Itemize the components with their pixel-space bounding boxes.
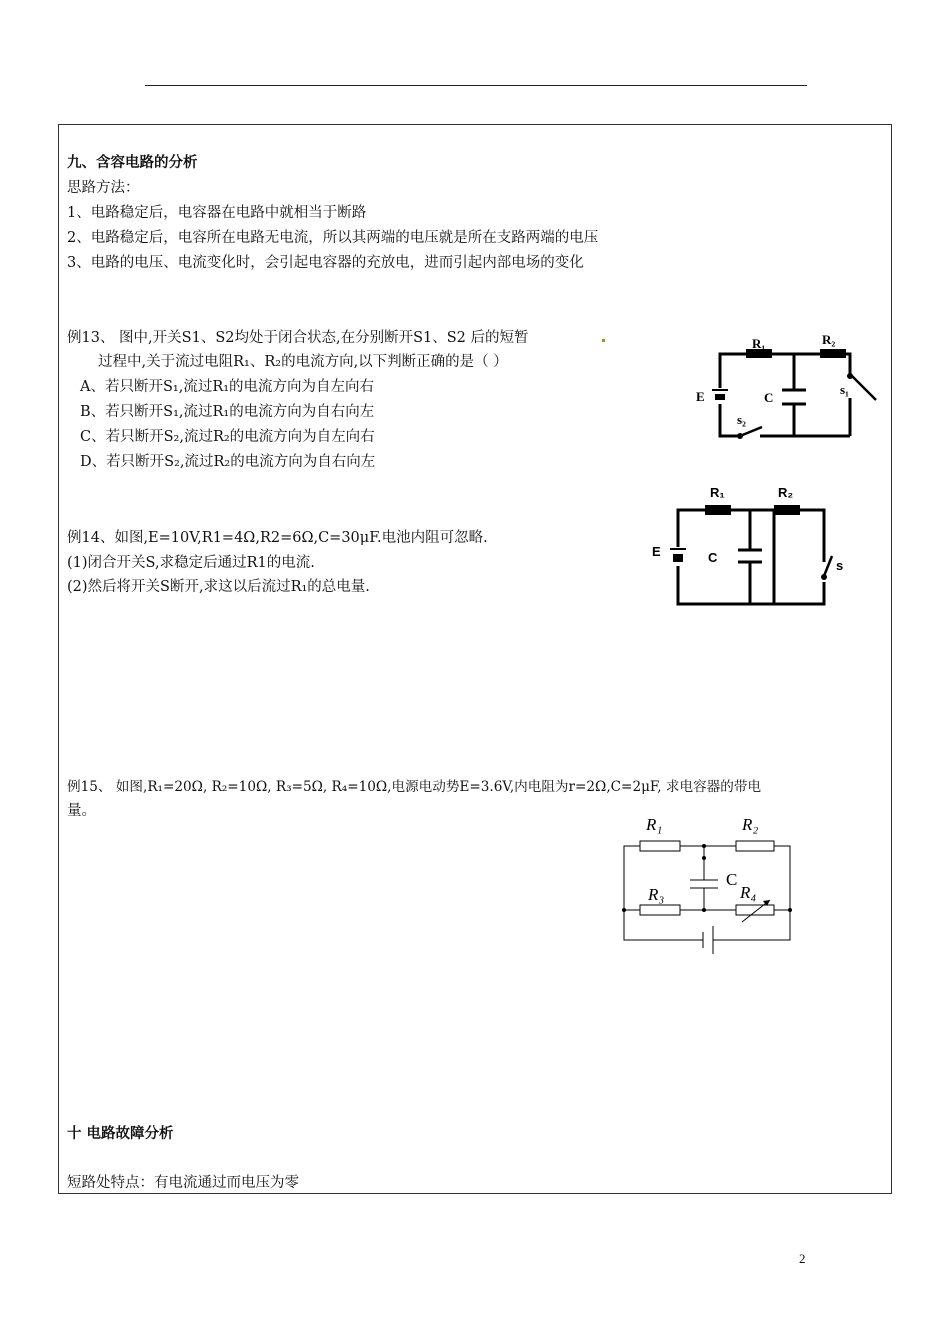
mark-dot bbox=[602, 339, 605, 342]
ex14-c-label: C bbox=[708, 550, 718, 565]
ex15-c-label: C bbox=[726, 870, 738, 889]
ex15-circuit-diagram bbox=[618, 810, 798, 960]
ex13-line1: 例13、 图中,开关S1、S2均处于闭合状态,在分别断开S1、S2 后的短暂 bbox=[67, 330, 529, 346]
ex15-r1-resistor bbox=[640, 841, 680, 851]
ex13-switch-s1 bbox=[850, 374, 876, 400]
ex14-r1-resistor bbox=[705, 505, 731, 515]
ex15-line1: 例15、 如图,R₁=20Ω, R₂=10Ω, R₃=5Ω, R₄=10Ω,电源电动势E=3.6V,内电阻为r=2Ω,C=2μF, 求电容器的带电 bbox=[67, 779, 762, 795]
ex13-line2: 过程中,关于流过电阻R₁、R₂的电流方向,以下判断正确的是（ ） bbox=[98, 354, 508, 370]
ex15-line2: 量。 bbox=[67, 803, 96, 819]
method-label: 思路方法： bbox=[67, 180, 140, 196]
section9-title: 九、含容电路的分析 bbox=[67, 155, 198, 171]
ex13-s1-label: s₁ bbox=[840, 382, 849, 397]
ex15-r4-resistor bbox=[736, 905, 774, 915]
ex13-r2-label: R₂ bbox=[822, 332, 836, 347]
method-point-1: 1、电路稳定后，电容器在电路中就相当于断路 bbox=[67, 205, 367, 221]
section10-line1: 短路处特点：有电流通过而电压为零 bbox=[67, 1175, 299, 1191]
ex13-circuit-diagram bbox=[690, 326, 880, 446]
ex13-switch-s2 bbox=[740, 427, 762, 436]
ex14-r1-label: R₁ bbox=[710, 485, 725, 500]
ex14-s-label: s bbox=[836, 558, 844, 573]
ex13-e-label: E bbox=[696, 389, 705, 404]
ex14-line3: (2)然后将开关S断开,求这以后流过R₁的总电量. bbox=[67, 579, 370, 595]
ex14-circuit-diagram bbox=[650, 482, 850, 612]
ex14-r2-label: R₂ bbox=[778, 485, 794, 500]
section10-title: 十 电路故障分析 bbox=[67, 1126, 174, 1142]
ex13-c-label: C bbox=[764, 390, 774, 405]
ex13-option-c: C、若只断开S₂,流过R₂的电流方向为自左向右 bbox=[80, 429, 375, 445]
ex15-r1-label: R₁ bbox=[646, 815, 663, 834]
ex15-r2-label: R₂ bbox=[742, 815, 759, 834]
ex13-s2-label: s₂ bbox=[737, 412, 746, 427]
ex14-r2-resistor bbox=[774, 505, 800, 515]
method-point-3: 3、电路的电压、电流变化时，会引起电容器的充放电，进而引起内部电场的变化 bbox=[67, 255, 584, 271]
ex13-option-a: A、若只断开S₁,流过R₁的电流方向为自左向右 bbox=[80, 379, 375, 395]
page-number: 2 bbox=[799, 1251, 806, 1266]
ex14-line1: 例14、如图,E=10V,R1=4Ω,R2=6Ω,C=30μF.电池内阻可忽略. bbox=[67, 530, 488, 546]
ex14-line2: (1)闭合开关S,求稳定后通过R1的电流. bbox=[67, 555, 315, 571]
ex13-battery bbox=[715, 394, 725, 400]
content-frame bbox=[58, 124, 892, 1194]
ex14-e-label: E bbox=[652, 544, 661, 559]
ex13-option-b: B、若只断开S₁,流过R₁的电流方向为自右向左 bbox=[80, 404, 375, 420]
ex13-r1-label: R₁ bbox=[752, 336, 766, 351]
ex13-option-d: D、若只断开S₂,流过R₂的电流方向为自右向左 bbox=[80, 454, 376, 470]
ex15-r3-label: R₃ bbox=[648, 885, 665, 904]
ex15-r3-resistor bbox=[640, 905, 680, 915]
ex15-r4-label: R₄ bbox=[740, 883, 757, 902]
ex14-battery bbox=[673, 554, 683, 562]
ex13-r2-resistor bbox=[820, 349, 846, 358]
ex15-r2-resistor bbox=[736, 841, 774, 851]
method-point-2: 2、电路稳定后，电容所在电路无电流，所以其两端的电压就是所在支路两端的电压 bbox=[67, 230, 599, 246]
header-rule bbox=[145, 85, 807, 86]
